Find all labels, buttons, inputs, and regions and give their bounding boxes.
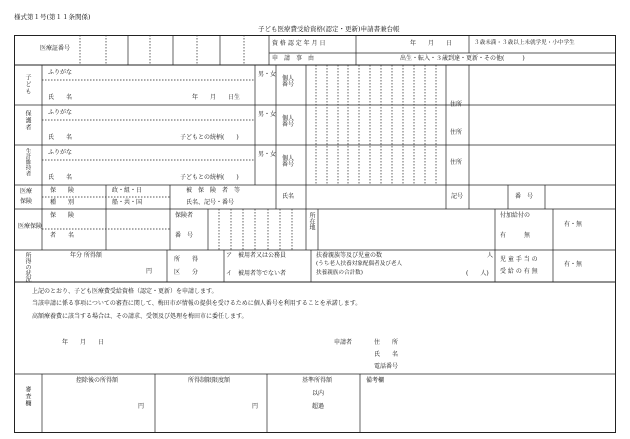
guardian-name: 氏 名 xyxy=(48,134,73,141)
reason-label: 申 請 事 由 xyxy=(272,55,315,62)
insurance-label: 保険 xyxy=(20,198,33,205)
year-income: 年分 所得額 xyxy=(70,252,102,259)
income-category-label: 所 得 xyxy=(174,256,199,263)
income-category-label2: 区 分 xyxy=(174,269,199,276)
dependents: 扶養親族等及び児童の数 xyxy=(316,252,383,259)
livelihood-label: 生計維持者 xyxy=(24,148,31,176)
guardian-furigana: ふりがな xyxy=(48,109,73,116)
statement-date: 年 月 日 xyxy=(62,339,105,346)
child-name: 氏 名 xyxy=(48,94,73,101)
exceed: 超過 xyxy=(312,403,325,410)
statement-line1: 上記のとおり、子ども医療費受給資格（認定・更新）を申請します。 xyxy=(32,288,218,295)
form-number: 様式第１号(第１１条関係) xyxy=(14,13,91,21)
insured-name-label: 氏名 xyxy=(282,193,295,200)
remarks: 備考欄 xyxy=(366,377,385,384)
review-label: 審査欄 xyxy=(24,386,31,407)
number-label: 番 号 xyxy=(515,193,534,200)
applicant-address: 住 所 xyxy=(374,339,399,346)
insured-detail: 氏名、記号・番号 xyxy=(186,199,235,206)
kind-options: 政・組・日 xyxy=(112,187,143,194)
guardian-id-label: 個人番号 xyxy=(282,115,295,128)
benefit-value: 有・無 xyxy=(564,221,583,228)
statement-line3: 高額療養費に該当する場合は、その請求、受領及び処理を梅田市に委任します。 xyxy=(32,313,248,320)
guardian-sex: 男・女 xyxy=(258,111,277,118)
insured-label: 被 保 険 者 等 xyxy=(186,187,241,194)
type-options: 船・共・国 xyxy=(112,199,143,206)
reason-options: 出生・転入・３歳到達・更新・その他( ) xyxy=(400,55,525,62)
applicant-phone: 電話番号 xyxy=(374,363,399,370)
option-a: ア 被用者又は公務員 xyxy=(226,252,287,259)
benefit-label2: 有 無 xyxy=(500,232,531,239)
child-label: 子ども xyxy=(24,74,31,95)
guardian-relation: 子どもとの続柄( ) xyxy=(180,134,239,141)
review-yen2: 円 xyxy=(252,403,259,410)
guardian-label: 保護者 xyxy=(24,110,31,131)
cert-date-format: 年 月 日 xyxy=(410,40,453,47)
medical-label: 医療 xyxy=(20,188,33,195)
medical-insurance-label: 医療保険 xyxy=(18,223,43,230)
persons-paren: ( 人) xyxy=(466,270,489,277)
persons: 人 xyxy=(487,252,494,259)
standard-income: 基準所得額 xyxy=(302,377,333,384)
livelihood-address-label: 住所 xyxy=(450,159,463,166)
review-yen1: 円 xyxy=(138,403,145,410)
livelihood-name: 氏 名 xyxy=(48,174,73,181)
livelihood-sex: 男・女 xyxy=(258,151,277,158)
income-yen: 円 xyxy=(146,268,153,275)
child-sex: 男・女 xyxy=(258,71,277,78)
livelihood-relation: 子どもとの続柄( ) xyxy=(180,174,239,181)
statement-line2: 当該申請に係る事項についての審査に関して、梅田市が情報の提供を受けるために個人番号を利用することを承諾します。 xyxy=(32,300,362,307)
symbol-label: 記号 xyxy=(451,193,464,200)
insured-number-label: 医療証番号 xyxy=(40,45,71,52)
cert-category: ３歳未満・３歳以上未就学児・小中学生 xyxy=(474,40,575,46)
applicant-label: 申請者 xyxy=(334,339,353,346)
dependents-sub: (うち老人扶養対象配偶者及び老人 xyxy=(316,261,403,267)
income-limit: 所得制限限度額 xyxy=(188,377,231,384)
type-label: 種 別 xyxy=(50,199,75,206)
cert-date-label: 資 格 認 定 年 月 日 xyxy=(272,40,326,47)
insurer-num-label2: 番 号 xyxy=(175,232,194,239)
child-address-label: 住所 xyxy=(450,101,463,108)
allowance-value: 有・無 xyxy=(564,261,583,268)
insurer-label2: 者 名 xyxy=(50,232,75,239)
applicant-name: 氏 名 xyxy=(374,351,399,358)
option-i: イ 被用者等でない者 xyxy=(226,270,287,277)
insurer-num-label: 保険者 xyxy=(175,212,194,219)
kind-label: 保 険 xyxy=(50,187,75,194)
benefit-label: 付加給付の xyxy=(500,212,531,219)
within: 以内 xyxy=(312,390,325,397)
child-birth: 年 月 日生 xyxy=(192,94,241,101)
livelihood-furigana: ふりがな xyxy=(48,149,73,156)
dependents-sub2: 扶養親族の合計数) xyxy=(316,270,363,276)
child-allowance2: 受 給 の 有 無 xyxy=(500,268,538,275)
livelihood-id-label: 個人番号 xyxy=(282,155,295,168)
guardian-address-label: 住所 xyxy=(450,129,463,136)
insurer-label: 保 険 xyxy=(50,212,75,219)
location-label: 所在地 xyxy=(308,212,315,230)
income-section-label: 所得の状況 xyxy=(24,252,31,282)
form-title: 子ども医療費受給資格(認定・更新)申請書兼台帳 xyxy=(258,25,400,33)
after-deduction: 控除後の所得額 xyxy=(76,377,119,384)
child-allowance: 児 童 手 当 の xyxy=(500,256,538,263)
child-id-label: 個人番号 xyxy=(282,75,295,88)
child-furigana: ふりがな xyxy=(48,69,73,76)
